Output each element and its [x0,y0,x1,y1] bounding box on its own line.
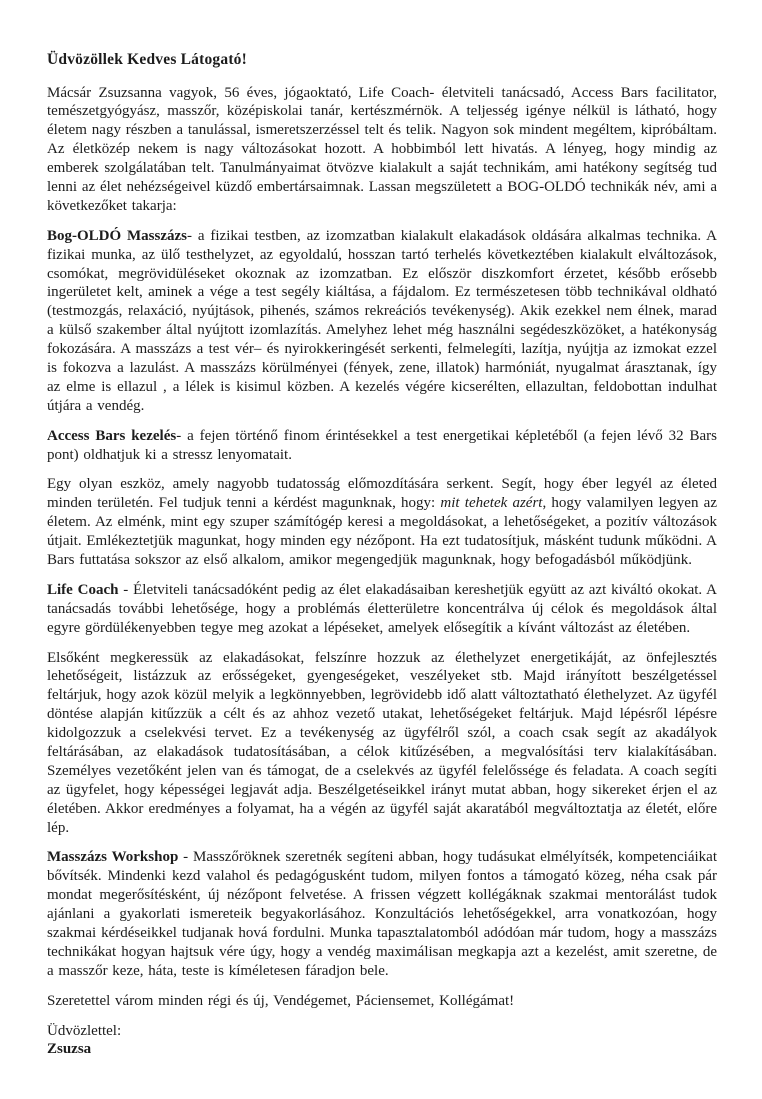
signature-line: Zsuzsa [47,1041,92,1058]
closing-paragraph [47,992,717,1011]
page-title: Üdvözöllek Kedves Látogató! [47,51,247,68]
awareness-text-pre: Egy olyan eszköz, amely nagyobb tudatosság előmozdítására serkent. Segít, hogy éber legyél az életed minden területén. Fel tudjuk tenni a kérdést magunknak, hogy: [47,476,717,512]
massage-paragraph [47,227,717,416]
access-bars-paragraph [47,427,717,465]
awareness-paragraph [47,475,717,569]
signature-block [47,1022,717,1060]
massage-text: - a fizikai testben, az izomzatban kialakult elakadások oldására alkalmas technika. A fizikai munka, az ülő testhelyzet, az egyoldalú, hosszan tartó terhelés következtében kialakult elváltozások, csomókat, megrövidüléseket okoznak az izomzatban. Ez először diszkomfort érzetet, később erősebb ingerületet kelt, aminek a vége a test segély kiáltása, a fájdalom. Ez természetesen több technikával oldható (testmozgás, relaxáció, nyújtások, pihenés, számos rekreációs tevékenység). Akik ezekkel nem élnek, marad a külső szakember által nyújtott izomlazítás. Amelyhez lehet még használni segédeszközöket, a hatékonyság fokozására. A masszázs a test vér– és nyirokkeringését serkenti, felmelegíti, lazítja, nyújtja az izmokat ezzel is fokozva a lazulást. A masszázs körülményei (fények, zene, illatok) harmóniát, nyugalmat árasztanak, így az elme is ellazul , a lélek is kisimul közben. A kezelés végére kicserélten, ellazultan, feldobottan indulhat útjára a vendég. [47,227,717,414]
intro-paragraph [47,84,717,216]
awareness-text-post: , hogy valamilyen legyen az életem. Az elménk, mint egy szuper számítógép keresi a megoldásokat, a lehetőségeket, a pozitív változások útjait. Emlékeztetjük magunkat, hogy minden egy nézőpont. Ha ezt tudatosítjuk, másként tudunk működni. A Bars futtatása sokszor az első alkalom, amikor megengedjük magunknak, hogy befogadásból működjünk. [47,495,717,568]
workshop-text: - Masszőröknek szeretnék segíteni abban, hogy tudásukat elmélyítsék, kompetenciáikat bővítsék. Mindenki kezd valahol és pedagógusként tudom, milyen fontos a támogató közeg, néha csak pár mondat megerősítésként, új nézőpont felvetése. A frissen végzett kollégáknak szakmai mentorálást tudok ajánlani a gyakorlati ismereteik begyakorlásához. Konzultációs lehetőségekkel, arra vonatkozóan, hogy szakmai kérdéseikkel tudjanak hová fordulni. Munka tapasztalatomból adódóan már tudom, hogy a masszázs technikákat hogyan hajtsuk vére úgy, hogy a vendég maximálisan megkapja azt a kezelést, amit szeretne, de a masszőr keze, háta, teste is kíméletesen fáradjon bele. [47,849,717,979]
access-bars-text: - a fejen történő finom érintésekkel a test energetikai képletéből (a fejen lévő 32 Bars pont) oldhatjuk ki a stressz lenyomatait. [47,427,718,463]
life-coach-text: - Életviteli tanácsadóként pedig az élet elakadásaiban kereshetjük együtt az azt kiváltó okokat. A tanácsadás további lehetősége, hogy a problémás életterületre koncentrálva új célok és megoldások által egyre gördülékenyebben tegye meg azokat a lépéseket, amelyek elősegítik a kívánt változást az életében. [47,581,717,636]
massage-heading: Bog-OLDÓ Masszázs [47,227,188,244]
workshop-paragraph [47,848,717,980]
coaching-process-paragraph [47,649,717,838]
intro-text: Mácsár Zsuzsanna vagyok, 56 éves, jógaoktató, Life Coach- életviteli tanácsadó, Access Bars facilitator, temészetgyógyász, masszőr, középiskolai tanár, kertészmérnök. A teljesség igénye nélkül is látható, hogy életem nagy részben a tanulással, ismeretszerzéssel telt és telik. Nagyon sok mindent megéltem, kipróbáltam. Az életközép nekem is nagy változásokat hozott. A hobbimból lett hivatás. A lényeg, hogy mindig az emberek szolgálatában telt. Tanulmányaimat ötvözve kialakult a saját technikám, ami hatékony segítség tud lenni az élet nehézségeivel küzdő embertársaimnak. Lassan megszületett a BOG-OLDÓ technikák név, ami a következőket takarja: [47,84,717,214]
life-coach-paragraph [47,581,717,638]
awareness-text-italic: mit tehetek azért [440,495,543,512]
life-coach-heading: Life Coach [47,581,119,598]
closing-text: Szeretettel várom minden régi és új, Vendégemet, Páciensemet, Kollégámat! [47,992,515,1009]
coaching-process-text: Elsőként megkeressük az elakadásokat, felszínre hozzuk az élethelyzet energetikáját, az önfejlesztés lehetőségeit, listázzuk az erősségeket, gyengeségeket, veszélyeket stb. Majd irányított beszélgetéssel feltárjuk, hogy azok közül melyik a legkönnyebben, legrövidebb idő alatt változtatható élethelyzet. Az ügyfél döntése alapján kitűzzük a célt és az ahhoz vezető utakat, lehetőségeket feltárjuk. Majd lépésről lépésre kidolgozzuk a cselekvési tervet. Ez a tevékenység az ügyfélről szól, a coach csak segít az akadályok feltárásában, az elakadások tudatosításában, a célok kitűzésében, a megvalósítási terv kialakításában. Személyes vezetőként jelen van és támogat, de a cselekvés az ügyfél felelőssége és feladata. A coach segíti az ügyfelet, hogy képességei legjavát adja. Beszélgetéseikkel irányt mutat abban, hogy sikereket érjen el az életében. Akkor eredményes a folyamat, ha a végén az ügyfél saját akaratából megváltoztatja az életét, előre lép. [47,649,717,836]
signoff-line: Üdvözlettel: [47,1022,122,1039]
workshop-heading: Masszázs Workshop [47,849,179,866]
access-bars-heading: Access Bars kezelés [47,427,177,444]
